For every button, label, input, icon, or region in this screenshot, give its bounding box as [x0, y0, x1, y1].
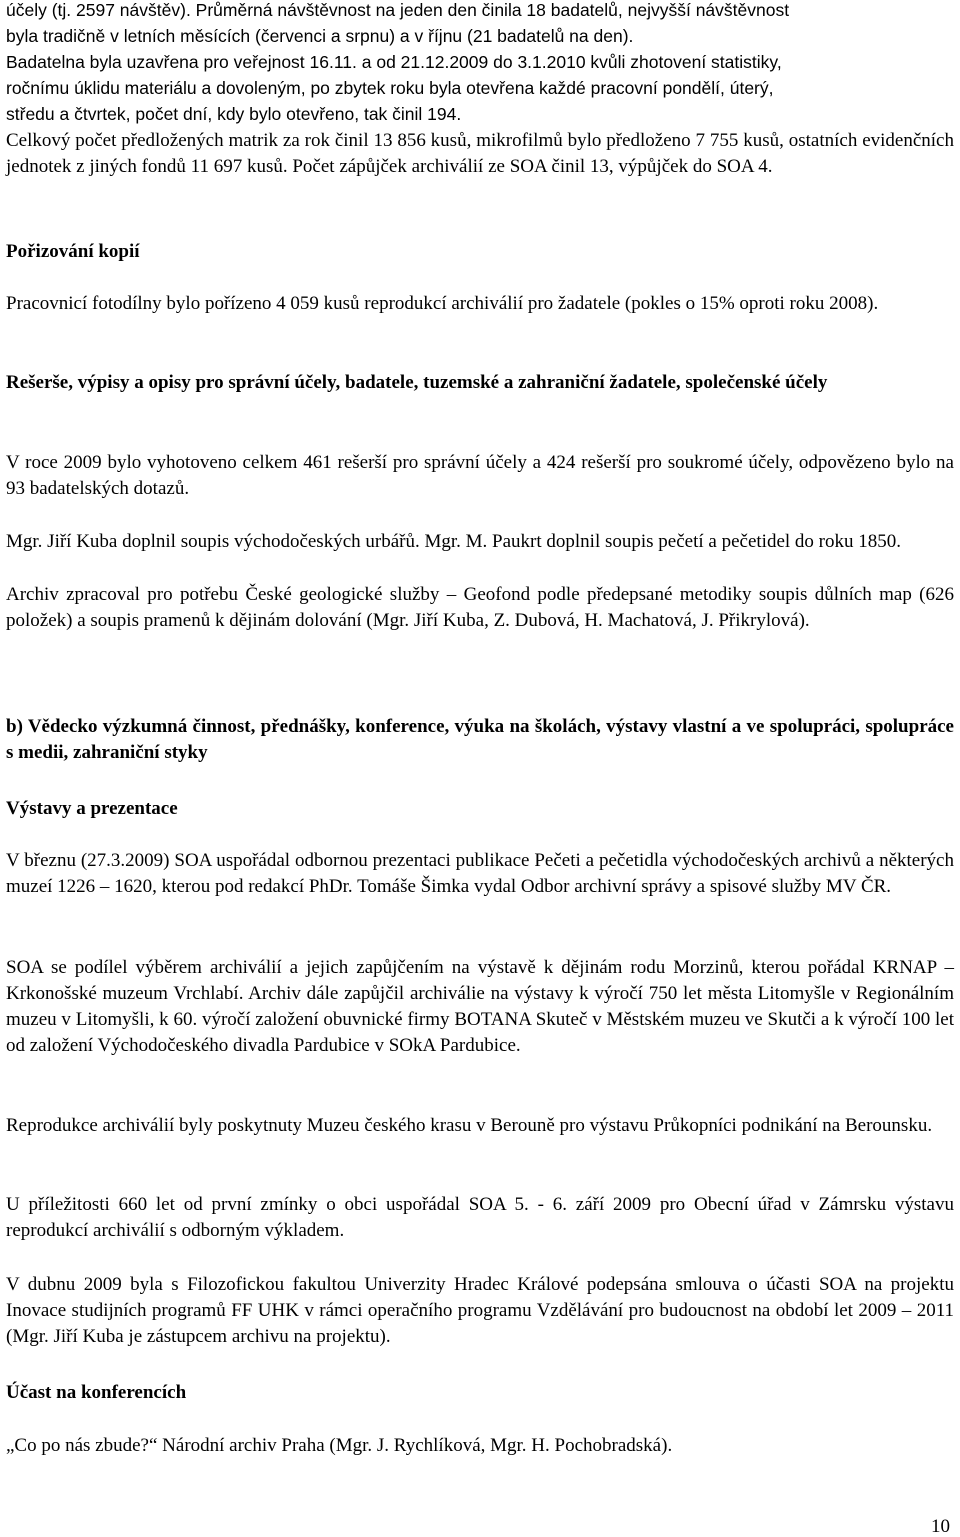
intro-line-4: ročnímu úklidu materiálu a dovoleným, po zbytek roku byla otevřena každé pracovní pondělí, úterý, — [6, 78, 774, 98]
paragraph-morzin: SOA se podílel výběrem archiválií a jejich zapůjčením na výstavě k dějinám rodu Morzinů, kterou pořádal KRNAP – Krkonošské muzeum Vrchlabí. Archiv dále zapůjčil archiválie na výstavy k výročí 750 let města Litomyšle v Regionálním muzeu v Litomyšli, k 60. výročí založení obuvnické firmy BOTANA Skuteč v Městském muzeu ve Skutči a k výročí 100 let od založení Východočeského divadla Pardubice v SOkA Pardubice. — [6, 957, 954, 1056]
paragraph-kuba-paukrt: Mgr. Jiří Kuba doplnil soupis východočeských urbářů. Mgr. M. Paukrt doplnil soupis pečetí a pečetidel do roku 1850. — [6, 531, 901, 552]
paragraph-celkovy-pocet: Celkový počet předložených matrik za rok činil 13 856 kusů, mikrofilmů bylo předloženo 7 755 kusů, ostatních evidenčních jednotek z jiných fondů 11 697 kusů. Počet zápůjček archiválií ze SOA činil 13, výpůjček do SOA 4. — [6, 130, 954, 177]
heading-section-b: b) Vědecko výzkumná činnost, přednášky, konference, výuka na školách, výstavy vlastní a ve spolupráci, spolupráce s medii, zahraniční styky — [6, 716, 954, 763]
paragraph-brezen: V březnu (27.3.2009) SOA uspořádal odbornou prezentaci publikace Pečeti a pečetidla východočeských archivů a některých muzeí 1226 – 1620, kterou pod redakcí PhDr. Tomáše Šimka vydal Odbor archivní správy a spisové služby MV ČR. — [6, 850, 954, 897]
paragraph-archiv-geofond: Archiv zpracoval pro potřebu České geologické služby – Geofond podle předepsané metodiky soupis důlních map (626 položek) a soupis pramenů k dějinám dolování (Mgr. Jiří Kuba, Z. Dubová, H. Machatová, J. Přikrylová). — [6, 584, 954, 631]
intro-line-5: středu a čtvrtek, počet dní, kdy bylo otevřeno, tak činil 194. — [6, 104, 462, 124]
intro-line-2: byla tradičně v letních měsících (červenci a srpnu) a v říjnu (21 badatelů na den). — [6, 26, 634, 46]
heading-ucast-konference: Účast na konferencích — [6, 1382, 187, 1403]
paragraph-dubnu: V dubnu 2009 byla s Filozofickou fakultou Univerzity Hradec Králové podepsána smlouva o účasti SOA na projektu Inovace studijních programů FF UHK v rámci operačního programu Vzdělávání pro budoucnost na období let 2009 – 2011 (Mgr. Jiří Kuba je zástupcem archivu na projektu). — [6, 1274, 954, 1347]
paragraph-reserse: V roce 2009 bylo vyhotoveno celkem 461 rešerší pro správní účely a 424 rešerší pro soukromé účely, odpovězeno bylo na 93 badatelských dotazů. — [6, 452, 954, 499]
heading-vystavy: Výstavy a prezentace — [6, 798, 178, 819]
intro-line-3: Badatelna byla uzavřena pro veřejnost 16.11. a od 21.12.2009 do 3.1.2010 kvůli zhotovení statistiky, — [6, 52, 782, 72]
paragraph-co-po-nas: „Co po nás zbude?“ Národní archiv Praha (Mgr. J. Rychlíková, Mgr. H. Pochobradská). — [6, 1435, 673, 1456]
paragraph-porizovani: Pracovnicí fotodílny bylo pořízeno 4 059 kusů reprodukcí archiválií pro žadatele (pokles o 15% oproti roku 2008). — [6, 293, 879, 314]
intro-line-1: účely (tj. 2597 návštěv). Průměrná návštěvnost na jeden den činila 18 badatelů, nejvyšší návštěvnost — [6, 0, 790, 20]
intro-paragraph — [6, 0, 954, 127]
paragraph-zamrsk: U příležitosti 660 let od první zmínky o obci uspořádal SOA 5. - 6. září 2009 pro Obecní úřad v Zámrsku výstavu reprodukcí archiválií s odborným výkladem. — [6, 1194, 954, 1241]
heading-reserse: Rešerše, výpisy a opisy pro správní účely, badatele, tuzemské a zahraniční žadatele, společenské účely — [6, 372, 828, 393]
heading-porizovani-kopii: Pořizování kopií — [6, 241, 140, 262]
paragraph-reprodukce: Reprodukce archiválií byly poskytnuty Muzeu českého krasu v Berouně pro výstavu Průkopníci podnikání na Berounsku. — [6, 1115, 933, 1136]
document-page — [6, 0, 954, 1537]
page-number: 10 — [931, 1516, 950, 1537]
